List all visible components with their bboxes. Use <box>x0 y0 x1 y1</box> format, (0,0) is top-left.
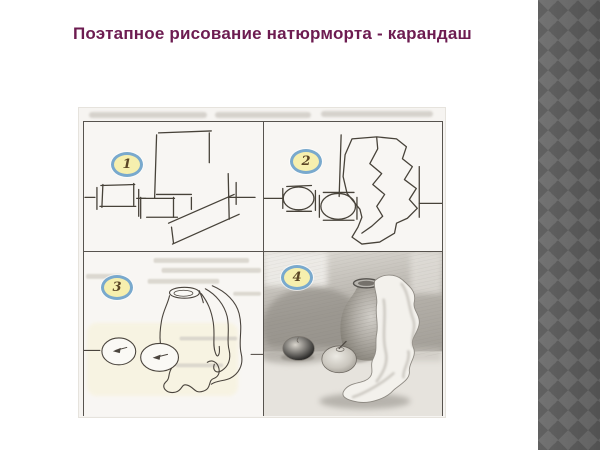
ghost-text-artifact <box>215 112 311 118</box>
stage-number-badge <box>101 275 133 300</box>
stages-grid <box>83 121 443 416</box>
stage-number: 3 <box>112 280 122 295</box>
page-title: Поэтапное рисование натюрморта - карандаш <box>73 24 472 43</box>
stage-number-badge <box>111 152 143 177</box>
stage-number-badge <box>290 149 322 174</box>
stage-number: 4 <box>292 270 302 285</box>
still-life-stages-figure <box>78 107 446 418</box>
panel-stage-2-outline <box>263 121 443 252</box>
ghost-text-artifact <box>321 111 433 117</box>
panel-stage-1-construction-lines <box>83 121 264 252</box>
stage-2-sketch-drawing <box>264 122 442 251</box>
ghost-text-artifact <box>89 112 207 118</box>
diamond-pattern-strip <box>538 0 600 450</box>
stage-number: 1 <box>122 157 132 172</box>
stage-1-sketch-drawing <box>84 122 263 251</box>
stage-number: 2 <box>301 154 311 169</box>
stage-number-badge <box>281 265 313 290</box>
